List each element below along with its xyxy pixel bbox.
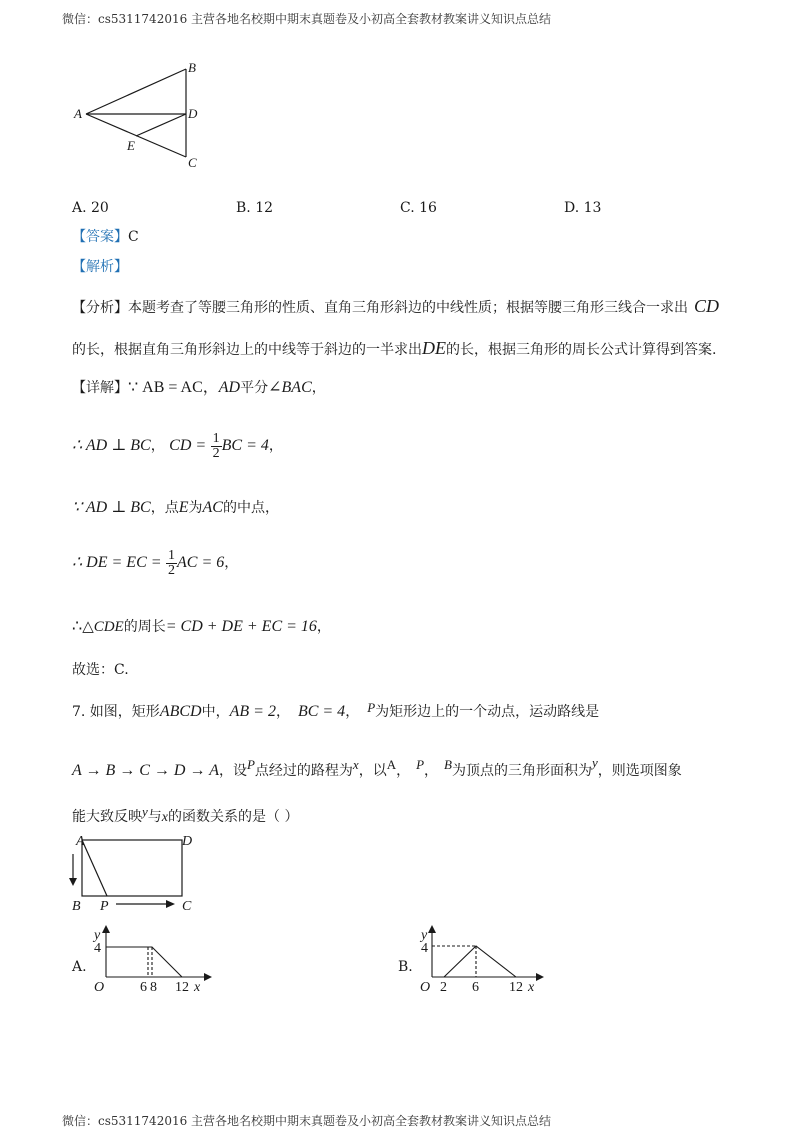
- graph-a-x: x: [194, 980, 201, 995]
- detail-l5d: = CD + DE + EC = 16: [165, 618, 317, 635]
- q7-bc: BC = 4: [297, 703, 346, 720]
- detail-l5c: 的周长: [123, 619, 166, 635]
- fenxi-text-1: 本题考查了等腰三角形的性质、直角三角形斜边的中线性质；根据等腰三角形三线合一求出: [128, 300, 688, 316]
- label-b: B: [188, 60, 196, 75]
- fenxi-text-2b: 的长，根据三角形的周长公式计算得到答案.: [446, 342, 717, 358]
- graph-a-tick-8: 8: [150, 980, 157, 995]
- q7-p-3: P: [416, 757, 425, 772]
- label-d: D: [188, 106, 198, 121]
- page-header: 微信：cs5311742016 主营各地名校期中期末真题卷及小初高全套教材教案讲义知识点总结: [62, 12, 552, 26]
- fenxi-tag: 【分析】: [72, 300, 128, 316]
- q7-y: y: [592, 755, 598, 770]
- rectangle-figure: [60, 830, 210, 915]
- triangle-figure: [60, 55, 230, 175]
- detail-l5e: ，: [316, 619, 331, 635]
- graph-b-y: y: [421, 928, 428, 943]
- q7-abcd: ABCD: [159, 703, 202, 720]
- fenxi-line-1: [72, 297, 719, 317]
- q7-l2b: 点经过的路程为: [254, 763, 353, 779]
- detail-l4b: AC = 6: [177, 554, 225, 571]
- graph-b-x: x: [528, 980, 535, 995]
- detail-l1b: AD: [218, 379, 241, 396]
- graph-b-tick-2: 2: [440, 980, 447, 995]
- detail-l3e: AC: [202, 499, 223, 516]
- detail-l4c: ，: [224, 555, 239, 571]
- q7-comma-1: ，: [275, 704, 290, 720]
- detail-l1a: ∵ AB = AC，: [128, 379, 219, 396]
- q7-x: x: [352, 757, 359, 772]
- detail-l4a: ∴ DE = EC =: [72, 554, 162, 571]
- graph-a-label: A.: [72, 959, 87, 975]
- label-a: A: [74, 106, 82, 121]
- rect-label-c: C: [182, 899, 192, 914]
- q7-l1a: 7. 如图，矩形: [72, 704, 160, 720]
- q7-line-3: [72, 803, 298, 827]
- q7-line-2: [72, 754, 682, 780]
- detail-l2e: ，: [268, 438, 283, 454]
- q7-l2c: ，以: [358, 763, 387, 779]
- detail-l3f: 的中点，: [222, 500, 279, 516]
- q7-route: A → B → C → D → A: [72, 762, 219, 779]
- graph-a: [88, 925, 218, 995]
- detail-l5a: ∴: [72, 618, 83, 635]
- rect-label-d: D: [182, 834, 193, 849]
- label-e: E: [127, 138, 135, 153]
- graph-a-tick-12: 12: [175, 980, 189, 995]
- detail-l2a: ∴ AD ⊥ BC: [72, 437, 151, 454]
- rect-label-a: A: [76, 834, 85, 849]
- q7-l2a: ，设: [218, 763, 247, 779]
- q7-p: P: [367, 700, 376, 715]
- graph-b-label: B.: [398, 959, 413, 975]
- answer-tag: 【答案】: [72, 229, 128, 245]
- detail-l1c: 平分: [240, 380, 269, 396]
- detail-l3a: ∵ AD ⊥ BC: [72, 499, 151, 516]
- detail-l2c: CD =: [169, 437, 207, 454]
- rect-label-p: P: [100, 899, 109, 914]
- detail-line-4: [72, 547, 238, 579]
- detail-l1d: ∠BAC: [268, 379, 312, 396]
- q7-comma-4: ，: [424, 763, 439, 779]
- math-cd: CD: [694, 296, 720, 316]
- q7-y-2: y: [142, 804, 148, 819]
- fraction-half-2: [166, 549, 177, 578]
- graph-a-y: y: [94, 928, 101, 943]
- q7-l3b: 与: [147, 809, 162, 825]
- option-a: A. 20: [72, 200, 109, 216]
- q7-l3a: 能大致反映: [72, 809, 142, 825]
- page-footer: 微信：cs5311742016 主营各地名校期中期末真题卷及小初高全套教材教案讲义知识点总结: [62, 1114, 552, 1128]
- graph-b-tick-4: 4: [421, 941, 428, 956]
- frac-numerator-2: 1: [168, 547, 175, 563]
- frac-denominator: 2: [212, 445, 220, 461]
- detail-l1e: ，: [311, 380, 326, 396]
- q7-b: B: [444, 757, 452, 772]
- option-b: B. 12: [236, 200, 274, 216]
- graph-b-tick-12: 12: [509, 980, 523, 995]
- graph-b-tick-6: 6: [472, 980, 479, 995]
- graph-b: [414, 925, 554, 995]
- detail-line-1: [72, 379, 326, 397]
- fenxi-line-2: [72, 339, 716, 359]
- frac-denominator-2: 2: [168, 562, 175, 578]
- detail-l3d: 为: [188, 500, 203, 516]
- detail-l5b: △CDE: [82, 619, 124, 635]
- math-de: DE: [422, 338, 446, 358]
- graph-a-tick-6: 6: [140, 980, 147, 995]
- q7-l2d: 为顶点的三角形面积为: [452, 763, 592, 779]
- graph-a-tick-4: 4: [94, 941, 101, 956]
- detail-l2d: BC = 4: [221, 437, 269, 454]
- answer-line: [72, 228, 139, 246]
- detail-l3b: ，点: [150, 500, 179, 516]
- q7-line-1: [72, 699, 599, 721]
- q7-comma-2: ，: [345, 704, 360, 720]
- graph-b-origin: O: [420, 980, 431, 995]
- rect-label-b: B: [72, 899, 81, 914]
- analysis-tag: 【解析】: [72, 259, 128, 275]
- q7-x-2: x: [161, 810, 168, 825]
- label-c: C: [188, 155, 197, 170]
- detail-tag: 【详解】: [72, 380, 128, 396]
- option-d: D. 13: [564, 200, 602, 216]
- frac-numerator: 1: [212, 430, 220, 446]
- q7-l2e: ，则选项图象: [597, 763, 682, 779]
- fenxi-text-2a: 的长，根据直角三角形斜边上的中线等于斜边的一半求出: [72, 342, 422, 358]
- q7-l1c: 为矩形边上的一个动点，运动路线是: [375, 704, 600, 720]
- q7-a: A: [386, 757, 397, 772]
- detail-line-5: [72, 618, 331, 636]
- q7-l1b: 中，: [201, 704, 230, 720]
- detail-line-3: [72, 499, 279, 517]
- option-c: C. 16: [400, 200, 437, 216]
- q7-l3c: 的函数关系的是（ ）: [168, 809, 299, 825]
- fraction-half: [211, 432, 222, 461]
- detail-l2b: ，: [150, 438, 165, 454]
- q7-ab: AB = 2: [229, 703, 276, 720]
- detail-line-2: [72, 430, 283, 462]
- answer-value: C: [128, 229, 139, 245]
- q7-p-2: P: [246, 757, 255, 772]
- graph-a-origin: O: [94, 980, 105, 995]
- conclusion: 故选：C.: [72, 662, 129, 678]
- q7-comma-3: ，: [396, 763, 411, 779]
- detail-l3c: E: [178, 499, 189, 516]
